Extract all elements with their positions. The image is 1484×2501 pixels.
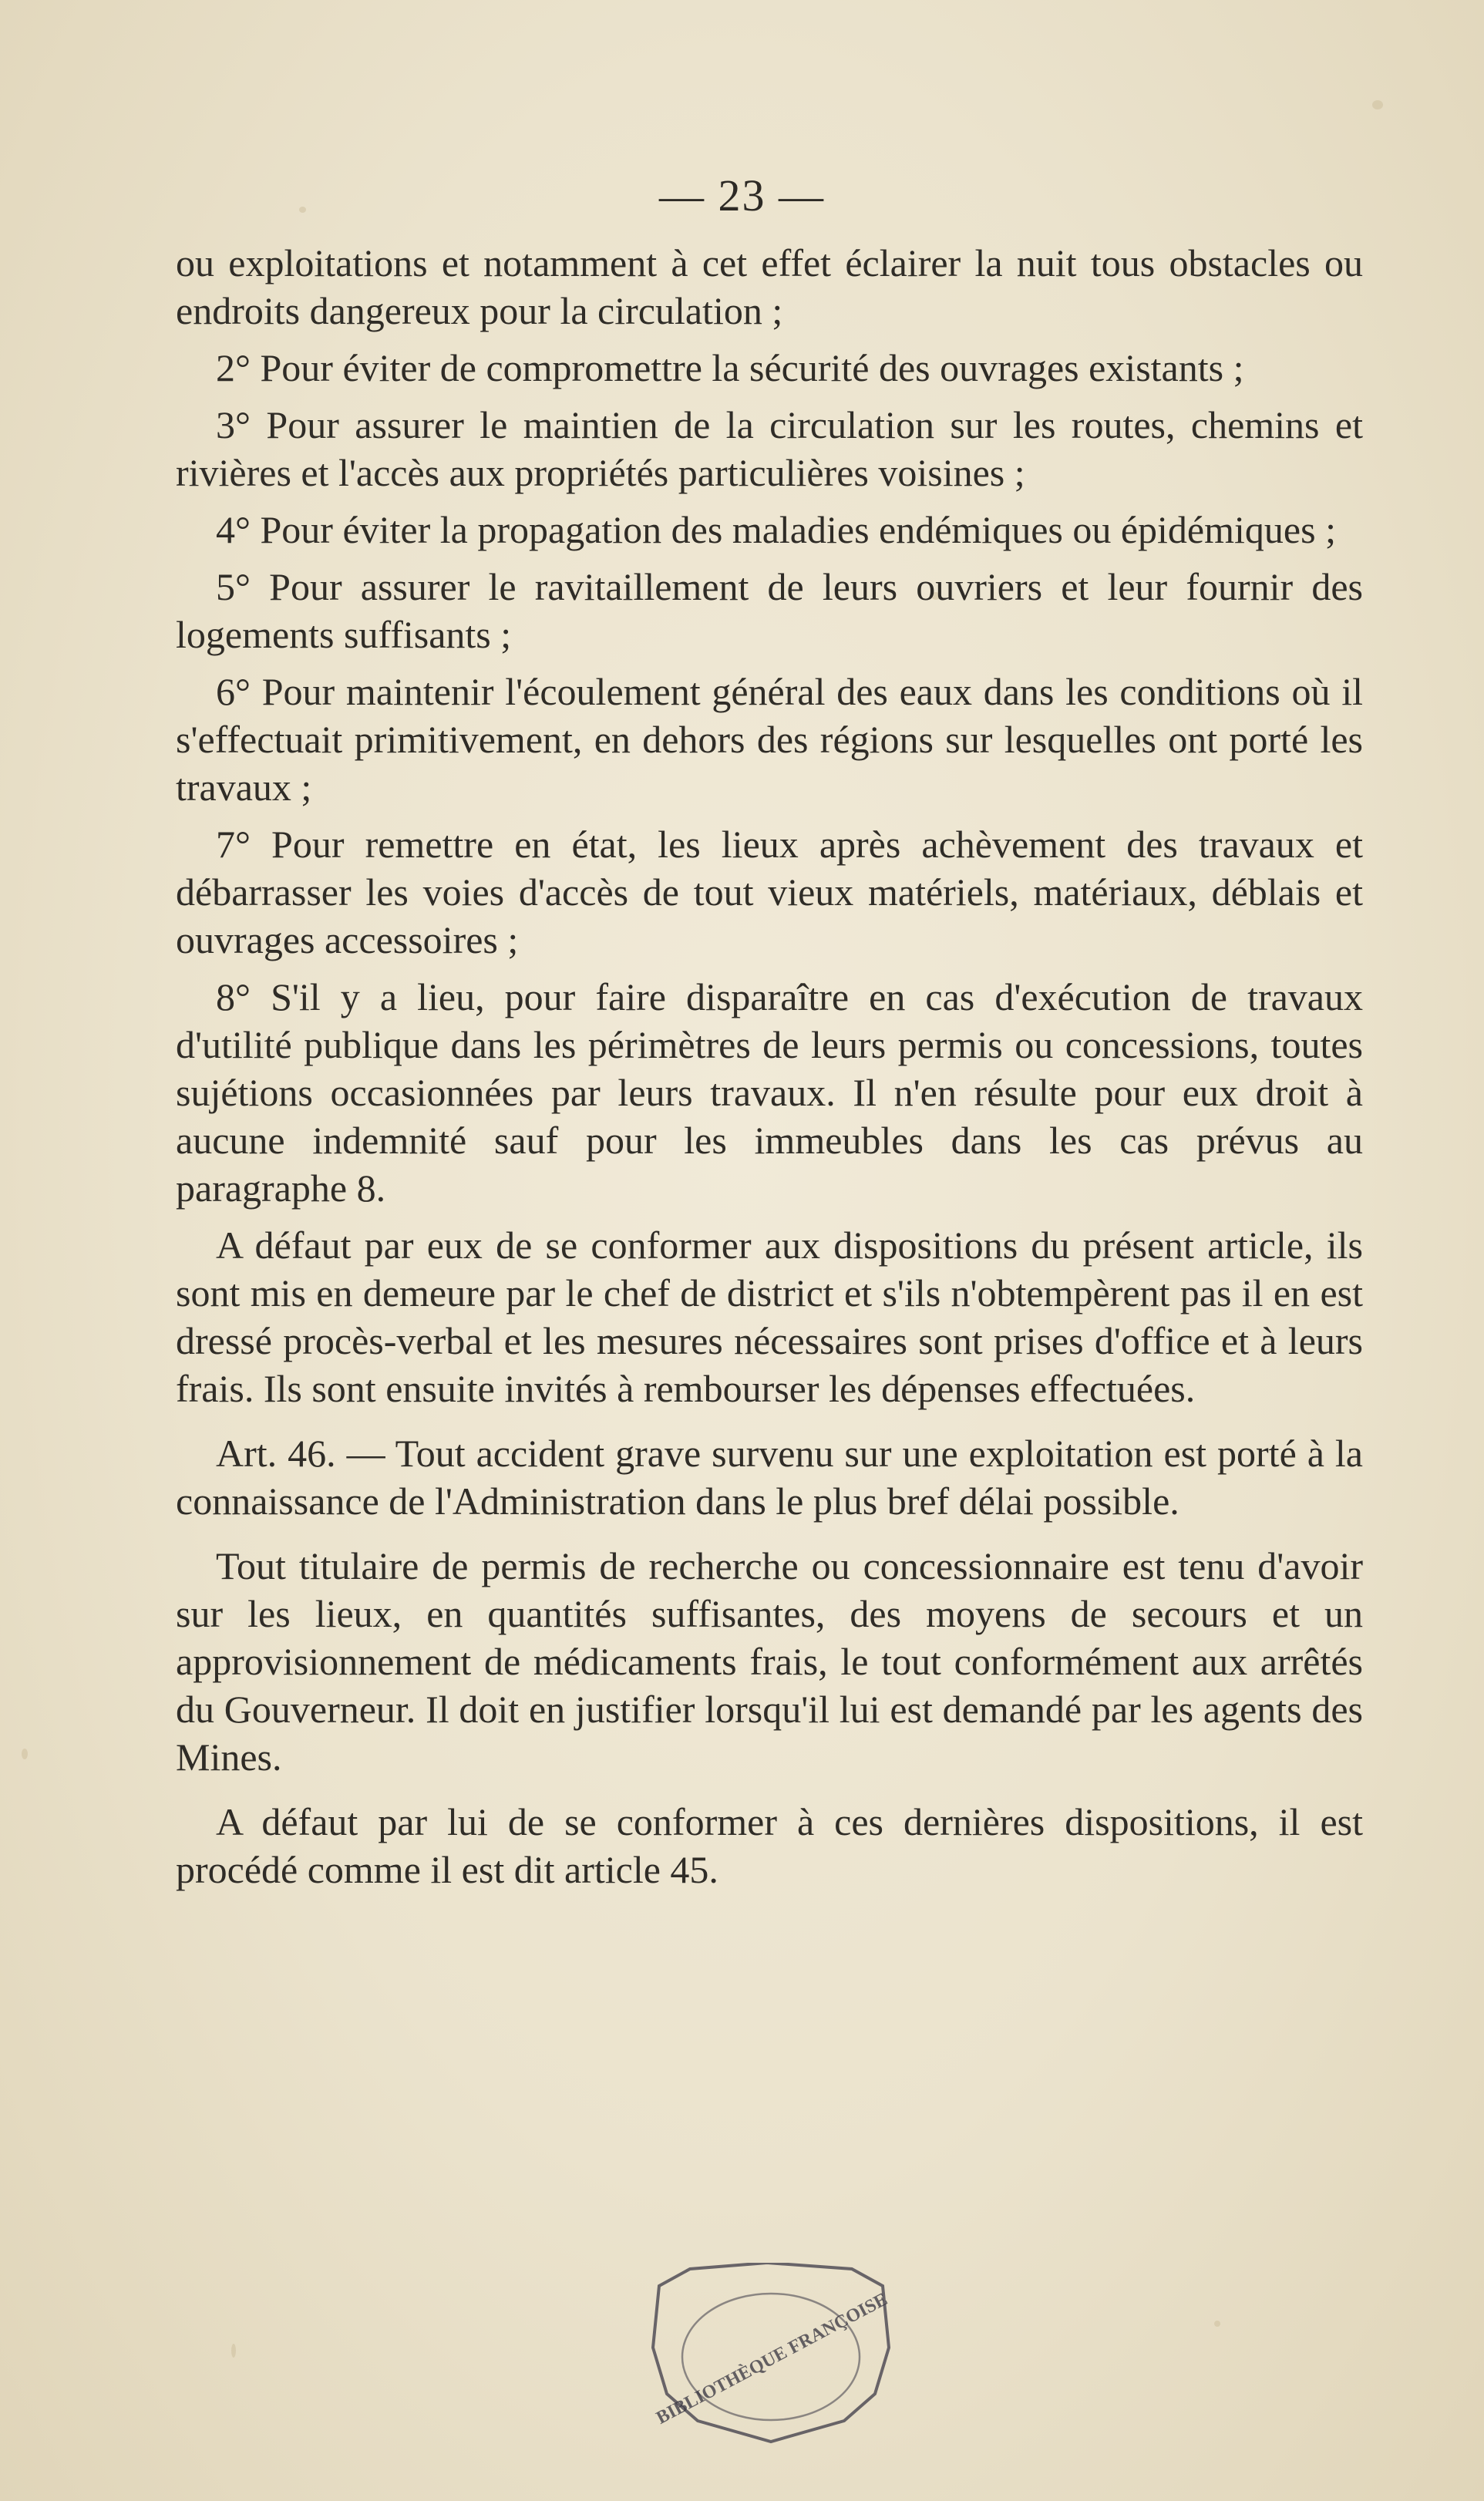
paragraph-item-5: 5° Pour assurer le ravitaillement de leurs ouvriers et leur fournir des logements suffisants ; [176, 565, 1363, 656]
paper-speck [231, 2344, 236, 2358]
paper-speck [1372, 100, 1383, 109]
library-stamp [644, 2263, 898, 2448]
paragraph-item-4: 4° Pour éviter la propagation des maladies endémiques ou épidémiques ; [216, 508, 1336, 551]
paragraph-default-notice: A défaut par eux de se conformer aux dispositions du présent article, ils sont mis en demeure par le chef de district et s'ils n'obtempèrent pas il en est dressé procès-verbal et les mesures nécessaires sont prises d'office et à leurs frais. Ils sont ensuite invités à rembourser les dépenses effectuées. [176, 1224, 1363, 1410]
paragraph-item-8: 8° S'il y a lieu, pour faire disparaître en cas d'exécution de travaux d'utilité publique dans les périmètres de leurs permis ou concessions, toutes sujétions occasionnées par leurs travaux. Il n'en résulte pour eux droit à aucune indemnité sauf pour les immeubles dans les cas prévus au paragraphe 8. [176, 975, 1363, 1210]
paragraph-item-7: 7° Pour remettre en état, les lieux après achèvement des travaux et débarrasser les voies d'accès de tout vieux matériels, matériaux, déblais et ouvrages accessoires ; [176, 823, 1363, 961]
stamp-text: BIBLIOTHÈQUE FRANÇOISE [653, 2289, 891, 2429]
paragraph-item-2: 2° Pour éviter de compromettre la sécurité des ouvrages existants ; [216, 346, 1244, 389]
paragraph-rescue-means: Tout titulaire de permis de recherche ou concessionnaire est tenu d'avoir sur les lieux, en quantités suffisantes, des moyens de secours et un approvisionnement de médicaments frais, le tout conformément aux arrêtés du Gouverneur. Il doit en justifier lorsqu'il lui est demandé par les agents des Mines. [176, 1544, 1363, 1779]
paragraph-item-6: 6° Pour maintenir l'écoulement général des eaux dans les conditions où il s'effectuait primitivement, en dehors des régions sur lesquelles ont porté les travaux ; [176, 670, 1363, 809]
paragraph-continuation: ou exploitations et notamment à cet effet éclairer la nuit tous obstacles ou endroits dangereux pour la circulation ; [176, 241, 1363, 332]
paper-speck [1214, 2321, 1220, 2327]
paragraph-item-3: 3° Pour assurer le maintien de la circulation sur les routes, chemins et rivières et l'accès aux propriétés particulières voisines ; [176, 403, 1363, 494]
paragraph-default-procedure: A défaut par lui de se conformer à ces dernières dispositions, il est procédé comme il est dit article 45. [176, 1800, 1363, 1891]
page-number: — 23 — [659, 170, 825, 220]
text-body [176, 239, 1363, 1903]
paragraph-article-46: Art. 46. — Tout accident grave survenu sur une exploitation est porté à la connaissance de l'Administration dans le plus bref délai possible. [176, 1432, 1363, 1523]
paper-speck [22, 1749, 28, 1759]
